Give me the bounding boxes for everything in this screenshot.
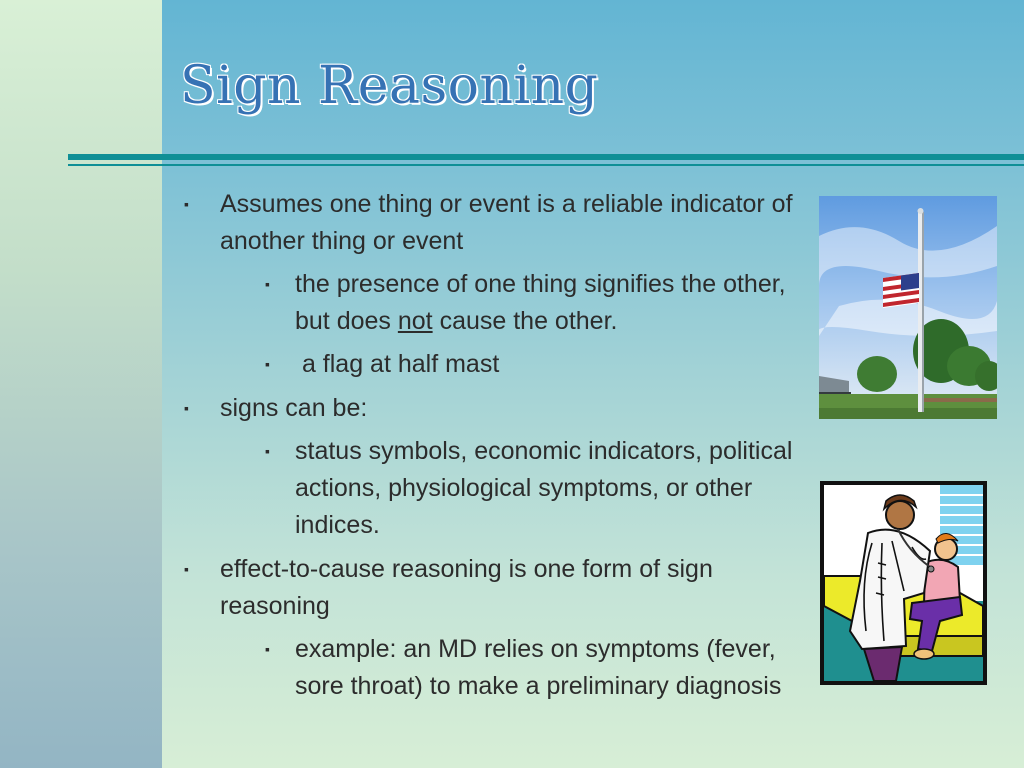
sub-bullet-text: status symbols, economic indicators, political actions, physiological symptoms, or other indices. — [295, 437, 793, 539]
sub-bullet-list — [220, 631, 794, 705]
sub-bullet-text: example: an MD relies on symptoms (fever, sore throat) to make a preliminary diagnosis — [295, 635, 782, 700]
sub-bullet-text: the presence of one thing signifies the other, but does — [295, 270, 786, 335]
title-divider-thick — [68, 154, 1024, 160]
sub-bullet-list — [220, 266, 794, 383]
title-divider-thin — [68, 164, 1024, 166]
sub-bullet-item — [265, 631, 794, 705]
sub-bullet-item — [265, 433, 794, 544]
doctor-clipart — [820, 481, 987, 685]
bullet-text: Assumes one thing or event is a reliable indicator of another thing or event — [220, 190, 793, 255]
bullet-square-icon: ▪ — [184, 400, 189, 416]
bullet-item — [184, 551, 794, 705]
sub-bullet-text: a flag at half mast — [295, 350, 500, 378]
bullet-item — [184, 186, 794, 383]
sub-bullet-item — [265, 266, 794, 340]
bullet-square-icon: ▪ — [265, 641, 270, 657]
bullet-square-icon: ▪ — [265, 276, 270, 292]
slide-title: Sign Reasoning — [180, 56, 599, 116]
sub-bullet-list — [220, 433, 794, 544]
sub-bullet-item — [265, 346, 794, 383]
bullet-square-icon: ▪ — [184, 196, 189, 212]
bullet-list — [184, 186, 794, 712]
underlined-word: not — [397, 307, 433, 335]
sub-bullet-text-end: cause the other. — [432, 307, 618, 335]
bullet-text: effect-to-cause reasoning is one form of sign reasoning — [220, 555, 713, 620]
bullet-text: signs can be: — [220, 394, 368, 422]
left-decor-band — [0, 0, 162, 768]
bullet-square-icon: ▪ — [184, 561, 189, 577]
bullet-square-icon: ▪ — [265, 443, 270, 459]
bullet-square-icon: ▪ — [265, 356, 270, 372]
bullet-item — [184, 390, 794, 544]
flag-photo — [819, 196, 997, 419]
